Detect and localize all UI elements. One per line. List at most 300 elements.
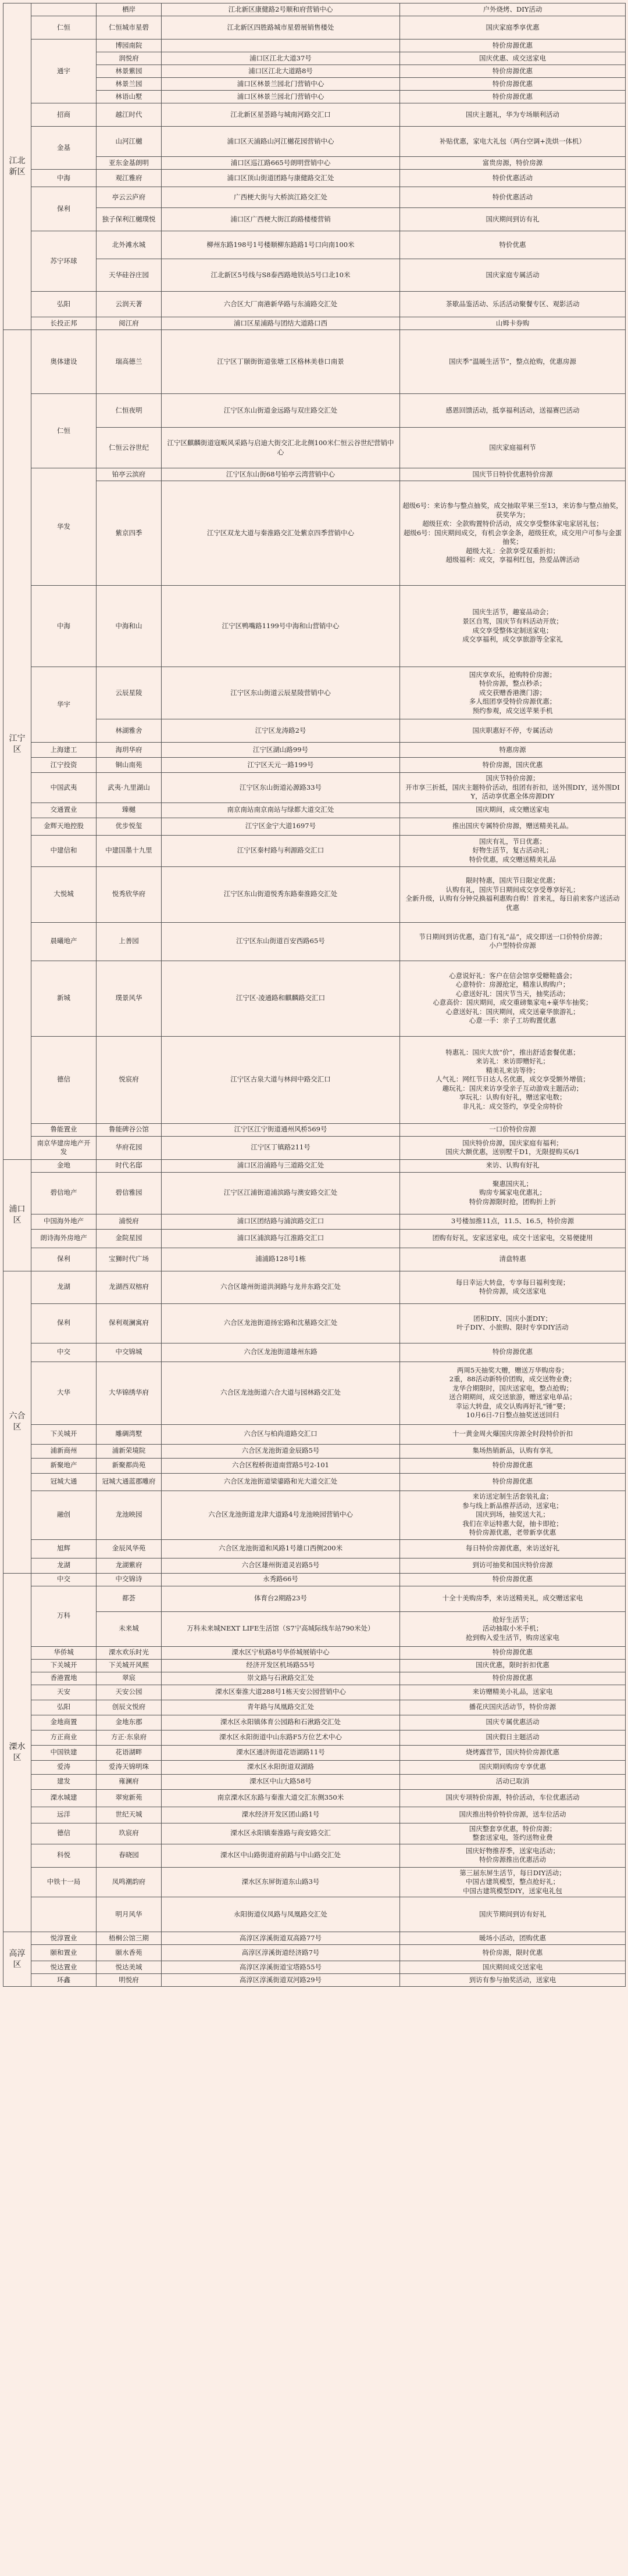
table-row <box>3 1558 626 1573</box>
developer-cell: 下关城开 <box>31 1424 97 1444</box>
promotion-line: 国庆享欢乐，抢购特价房源； <box>469 670 556 679</box>
location-cell: 溧水区通济街道花语湖路11号 <box>162 1745 400 1760</box>
project-name-cell: 臻樾 <box>97 802 162 818</box>
project-name-cell: 雕碉湾墅 <box>97 1424 162 1444</box>
location-cell: 江宁区东山街道云辰星陵营销中心 <box>162 667 400 719</box>
table-row <box>3 259 626 292</box>
developer-cell: 香港置地 <box>31 1672 97 1685</box>
location-cell: 溧水经济开发区团山路1号 <box>162 1807 400 1823</box>
promotion-cell: 3号楼加推11点，11.5、16.5，特价房源 <box>400 1214 626 1229</box>
promotion-line: 国庆有礼，节日优惠； <box>479 837 546 845</box>
developer-cell: 浦新商州 <box>31 1444 97 1458</box>
location-cell: 六合区龙池街道和风路1号雄口西侧200米 <box>162 1539 400 1558</box>
promotion-line: 来访礼：来访即赠好礼； <box>476 1057 550 1066</box>
developer-cell: 旭辉 <box>31 1539 97 1558</box>
table-row <box>3 428 626 468</box>
location-cell: 六合区雄州街道洪洞路与龙井东路交汇处 <box>162 1271 400 1303</box>
promotion-cell <box>400 1172 626 1214</box>
developer-cell: 金基 <box>31 127 97 170</box>
project-name-cell: 都荟 <box>97 1586 162 1611</box>
table-row <box>3 835 626 866</box>
project-name-cell: 中建国墨十九里 <box>97 835 162 866</box>
table-row <box>3 1036 626 1123</box>
project-name-cell: 天安公园 <box>97 1685 162 1700</box>
table-row <box>3 1730 626 1745</box>
promotion-cell: 特价房源优惠 <box>400 78 626 91</box>
location-cell: 浦口区林景兰园北门营销中心 <box>162 78 400 91</box>
project-name-cell: 润悦府 <box>97 52 162 65</box>
promotion-line: 心意特价：房源抢定，精准认购购户； <box>455 980 570 989</box>
developer-cell: 华宇 <box>31 667 97 743</box>
table-row <box>3 961 626 1036</box>
table-row <box>3 1458 626 1473</box>
promotion-cell <box>400 1136 626 1159</box>
project-name-cell: 林湖雅舍 <box>97 719 162 743</box>
promotion-cell <box>400 1271 626 1303</box>
table-row <box>3 1844 626 1867</box>
promotion-line: 叶子DIY、小旅购、限时专享DIY活动 <box>456 1323 569 1332</box>
location-cell: 六合区龙池街道龙津大道路4号龙池映园营销中心 <box>162 1491 400 1539</box>
developer-cell: 溧水城建 <box>31 1789 97 1807</box>
project-name-cell: 璞景风华 <box>97 961 162 1036</box>
table-row <box>3 3 626 16</box>
promotion-line: 特价优惠，成交赠送精美礼品 <box>469 855 556 864</box>
promotion-cell: 到访可抽奖和国庆特价房源 <box>400 1558 626 1573</box>
promotion-line: 心意说好礼：客户在信会馆享受糖鞋盛会； <box>449 971 576 980</box>
project-name-cell: 冠城大通蓝郡雕府 <box>97 1473 162 1491</box>
table-row <box>3 65 626 78</box>
location-cell: 青年路与凤凰路交汇处 <box>162 1700 400 1715</box>
project-name-cell: 天华硅谷庄园 <box>97 259 162 292</box>
promotion-cell <box>400 922 626 961</box>
project-name-cell: 碧信雅园 <box>97 1172 162 1214</box>
promotion-line: 小户型特价房源 <box>489 941 536 950</box>
table-row <box>3 1573 626 1586</box>
developer-cell: 上海建工 <box>31 743 97 758</box>
table-row <box>3 922 626 961</box>
promotion-line: 多人组团享受特价房源优惠； <box>469 697 556 706</box>
table-row <box>3 292 626 317</box>
district-cell: 溧水区 <box>3 1573 31 1932</box>
developer-cell: 融创 <box>31 1491 97 1539</box>
promotion-line: 国庆好物推荐季，送家电活动； <box>466 1846 559 1855</box>
table-row <box>3 16 626 40</box>
table-row <box>3 1789 626 1807</box>
location-cell: 江宁区江宁街道通州风桥569号 <box>162 1123 400 1136</box>
promotion-line: 活动抽取小米手机； <box>482 1624 543 1633</box>
district-cell: 江北新区 <box>3 3 31 330</box>
table-row <box>3 1136 626 1159</box>
location-cell: 崇文路与石湫路交汇处 <box>162 1672 400 1685</box>
table-row <box>3 1303 626 1343</box>
table-row <box>3 1945 626 1961</box>
developer-cell: 招商 <box>31 103 97 127</box>
promotion-line: 特价房源优惠，老带新享优惠 <box>469 1528 556 1537</box>
promotion-cell: 活动已取消 <box>400 1774 626 1789</box>
district-cell: 六合区 <box>3 1271 31 1573</box>
promotion-cell: 特价房源，国庆优惠 <box>400 758 626 773</box>
table-row <box>3 586 626 667</box>
location-cell: 江宁区江浦街道浦滨路与澳安路交汇处 <box>162 1172 400 1214</box>
location-cell: 溧水区中山路街道府前路与中山路交汇处 <box>162 1844 400 1867</box>
developer-cell: 金地 <box>31 1159 97 1172</box>
promotion-cell <box>400 1823 626 1844</box>
promotion-line: 购房专属家电优惠礼； <box>479 1188 546 1197</box>
location-cell: 浦口区林景兰园北门营销中心 <box>162 91 400 103</box>
developer-cell: 中国铁建 <box>31 1745 97 1760</box>
project-name-cell: 未来城 <box>97 1611 162 1646</box>
promotion-cell: 特价房源，限时优惠 <box>400 1945 626 1961</box>
project-name-cell: 翠宸 <box>97 1672 162 1685</box>
table-row <box>3 103 626 127</box>
developer-cell: 仁恒 <box>31 394 97 468</box>
developer-cell: 金辉天地控股 <box>31 818 97 835</box>
project-name-cell: 武夷·九里湖山 <box>97 773 162 803</box>
project-name-cell: 山河江樾 <box>97 127 162 157</box>
table-row <box>3 52 626 65</box>
table-row <box>3 481 626 586</box>
promotion-cell: 国庆主题礼，华为专场顺利活动 <box>400 103 626 127</box>
location-cell: 溧水区永阳镇体育公园路和石湫路交汇处 <box>162 1715 400 1730</box>
table-row <box>3 1932 626 1945</box>
developer-cell: 中交 <box>31 1343 97 1362</box>
developer-cell: 中海 <box>31 170 97 187</box>
project-name-cell: 金地东郡 <box>97 1715 162 1730</box>
promotion-cell: 国庆优惠，限时折扣优惠 <box>400 1659 626 1672</box>
table-row <box>3 1611 626 1646</box>
project-name-cell: 博园南院 <box>97 40 162 52</box>
promotion-line: 全新升级，认购有分钟兑换福利惠购自购！首来礼，每日前来客户送活动优惠 <box>405 894 620 912</box>
promotion-cell: 国庆期间购房专享优惠 <box>400 1760 626 1774</box>
project-name-cell: 鲁能碑谷公馆 <box>97 1123 162 1136</box>
promotion-cell: 特价优惠 <box>400 231 626 259</box>
promotion-line: 心意高价：国庆期间，成交重磅集家电+豪华车抽奖； <box>433 998 593 1007</box>
project-name-cell: 金院星园 <box>97 1229 162 1248</box>
promotion-line: 成交享受整体定制送家电； <box>472 626 553 635</box>
project-name-cell: 春晓园 <box>97 1844 162 1867</box>
project-name-cell: 林景兰园 <box>97 78 162 91</box>
promotion-cell: 国庆期间，成交赠送家电 <box>400 802 626 818</box>
promotion-cell: 国庆职惠好不停，专属活动 <box>400 719 626 743</box>
developer-cell: 德信 <box>31 1823 97 1844</box>
location-cell: 江宁区麒麟街道寇畈风采路与启迪大街交汇北北侧100米仁恒云谷世纪营销中心 <box>162 428 400 468</box>
location-cell: 江宁区东山街道金远路与双庄路交汇处 <box>162 394 400 428</box>
promotion-cell: 特价优惠活动 <box>400 170 626 187</box>
promotion-line: 景区自驾，国庆节有料活动开放； <box>462 617 563 625</box>
project-name-cell: 栖岸 <box>97 3 162 16</box>
location-cell: 柳州东路198号1号楼顺柳东路路1号口向南100米 <box>162 231 400 259</box>
table-row <box>3 208 626 231</box>
promotion-line: 超级狂欢：全款购置特价活动，成交享受整体家电家居礼包； <box>422 520 603 528</box>
project-name-cell: 瑞高德兰 <box>97 330 162 394</box>
developer-cell: 弘阳 <box>31 292 97 317</box>
table-row <box>3 818 626 835</box>
developer-cell: 朗诗海外房地产 <box>31 1229 97 1248</box>
location-cell: 江宁区鸭嘴路1199号中海和山营销中心 <box>162 586 400 667</box>
project-name-cell: 悦达美域 <box>97 1961 162 1974</box>
promotion-cell: 特价房源优惠 <box>400 1458 626 1473</box>
developer-cell: 新聚地产 <box>31 1458 97 1473</box>
developer-cell: 鲁能置业 <box>31 1123 97 1136</box>
project-name-cell: 中交锦城 <box>97 1343 162 1362</box>
promotion-line: 心意一手：亲子工坊购置优惠 <box>469 1016 556 1025</box>
project-name-cell: 爱涛天锦明珠 <box>97 1760 162 1774</box>
promotion-line: 抢好生活节； <box>493 1615 533 1624</box>
promotion-cell: 特价房源优惠 <box>400 1646 626 1659</box>
table-row <box>3 743 626 758</box>
developer-cell: 万科 <box>31 1586 97 1646</box>
table-row <box>3 1745 626 1760</box>
location-cell: 高淳区淳溪街道双河路29号 <box>162 1974 400 1987</box>
developer-cell: 大悦城 <box>31 866 97 922</box>
developer-cell: 碧信地产 <box>31 1172 97 1214</box>
location-cell: 六合区与柏尚道路交汇口 <box>162 1424 400 1444</box>
developer-cell: 中国武夷 <box>31 773 97 803</box>
promotion-line: 抢到购入爱生活节，购房送家电 <box>466 1633 559 1642</box>
developer-cell: 天安 <box>31 1685 97 1700</box>
promotion-cell: 感恩回馈活动，抵享福利活动，送福赛巴活动 <box>400 394 626 428</box>
table-row <box>3 773 626 803</box>
promotion-line: 聚惠国庆礼； <box>493 1179 533 1188</box>
developer-cell: 中国海外地产 <box>31 1214 97 1229</box>
table-row <box>3 1343 626 1362</box>
location-cell: 浦口区巡江路665号朗明营销中心 <box>162 157 400 170</box>
promotion-cell <box>400 1844 626 1867</box>
table-row <box>3 1715 626 1730</box>
project-name-cell: 大华锦绣华府 <box>97 1362 162 1424</box>
location-cell: 江北新区康健路2号顺和府营销中心 <box>162 3 400 16</box>
location-cell: 浦口区江北大道路8号 <box>162 65 400 78</box>
promotion-cell: 来访、认购有好礼 <box>400 1159 626 1172</box>
project-name-cell: 溧水欢乐时光 <box>97 1646 162 1659</box>
location-cell: 永秀路66号 <box>162 1573 400 1586</box>
promotion-cell <box>400 1303 626 1343</box>
promotion-cell: 播花庆国庆活动节，特价房源 <box>400 1700 626 1715</box>
table-row <box>3 1491 626 1539</box>
promotion-cell <box>400 866 626 922</box>
promotion-cell: 户外烧烤、DIY活动 <box>400 3 626 16</box>
table-row <box>3 1248 626 1271</box>
developer-cell: 中铁十一局 <box>31 1867 97 1897</box>
developer-cell: 建发 <box>31 1774 97 1789</box>
developer-cell: 德信 <box>31 1036 97 1123</box>
project-name-cell: 花语湖畔 <box>97 1745 162 1760</box>
location-cell: 浦口区广西梗大街江韵路楼楼营销 <box>162 208 400 231</box>
table-row <box>3 40 626 52</box>
location-cell <box>162 40 400 52</box>
promotion-cell: 十一黄金周火爆国庆房源全时段特价折扣 <box>400 1424 626 1444</box>
promotion-cell: 国庆家庭专属活动 <box>400 259 626 292</box>
project-name-cell: 亭云云庐府 <box>97 187 162 208</box>
promotion-cell: 特价房源优惠 <box>400 1473 626 1491</box>
promotion-line: 中国古建筑模型DIY，送家电礼包 <box>463 1886 562 1895</box>
promotion-cell: 特价房源优惠 <box>400 65 626 78</box>
location-cell: 溧水区东屏街道东山路3号 <box>162 1867 400 1897</box>
project-name-cell: 龙湖紫府 <box>97 1558 162 1573</box>
promotion-line: 好物生活节，复古活动礼； <box>472 846 553 855</box>
table-row <box>3 1159 626 1172</box>
promotion-cell: 每日特价房源优惠，来访送好礼 <box>400 1539 626 1558</box>
promotion-line: 成交获赠香港澳门游； <box>479 688 546 697</box>
promotion-line: 超级6号：国庆期间成交，有机会享金条，超级狂欢，成交用户可参与金蛋抽奖； <box>403 528 622 546</box>
developer-cell <box>31 1897 97 1932</box>
promotion-cell: 国庆优惠、成交送家电 <box>400 52 626 65</box>
promotion-cell <box>400 835 626 866</box>
developer-cell: 南京华建房地产开发 <box>31 1136 97 1159</box>
developer-cell: 下关城开 <box>31 1659 97 1672</box>
promotion-cell <box>400 586 626 667</box>
project-name-cell: 世纪天城 <box>97 1807 162 1823</box>
promotion-cell: 富贵房源，特价房源 <box>400 157 626 170</box>
project-name-cell: 悦宸府 <box>97 1036 162 1123</box>
location-cell: 浦口区天浦路山河江樾花园营销中心 <box>162 127 400 157</box>
table-row <box>3 91 626 103</box>
promotion-line: 每日幸运大转盘，专享每日福利变现； <box>455 1278 570 1287</box>
location-cell: 江宁区东山街道百安西路65号 <box>162 922 400 961</box>
developer-cell: 弘阳 <box>31 1700 97 1715</box>
location-cell: 南京南站南京南站与绿都大道交汇处 <box>162 802 400 818</box>
promotion-cell: 补贴优惠，家电大礼包（两台空调+洗烘一体机） <box>400 127 626 157</box>
promotion-line: 趣玩礼：国庆来访享受亲子互动游戏主题活动； <box>442 1084 583 1092</box>
table-row <box>3 1539 626 1558</box>
table-row <box>3 1685 626 1700</box>
table-row <box>3 802 626 818</box>
location-cell: 江宁区丁镇路211号 <box>162 1136 400 1159</box>
table-row <box>3 1444 626 1458</box>
promotion-cell: 国庆专属优惠活动 <box>400 1715 626 1730</box>
promotion-table-body <box>3 3 626 1987</box>
project-name-cell: 方正·东泉府 <box>97 1730 162 1745</box>
location-cell: 南京溧水区东路与秦淮大道交汇东侧350米 <box>162 1789 400 1807</box>
project-name-cell: 林语山墅 <box>97 91 162 103</box>
promotion-line: 超级福利：成交，享福利红包，热爱品牌活动 <box>445 556 580 564</box>
project-name-cell: 新聚都尚苑 <box>97 1458 162 1473</box>
project-name-cell: 紫京四季 <box>97 481 162 586</box>
location-cell: 浦口区星浦路与团结大道路口西 <box>162 317 400 330</box>
table-row <box>3 1760 626 1774</box>
district-cell: 江宁区 <box>3 330 31 1160</box>
promotion-line: 超级大礼：全款享受双重折扣； <box>466 546 559 555</box>
developer-cell: 环鑫 <box>31 1974 97 1987</box>
project-name-cell: 创辰文悦府 <box>97 1700 162 1715</box>
promotion-line: 来访送定制生活套装礼盒； <box>472 1492 553 1501</box>
table-row <box>3 127 626 157</box>
table-row <box>3 667 626 719</box>
location-cell: 溧水区中山大路58号 <box>162 1774 400 1789</box>
developer-cell: 苏宁环球 <box>31 231 97 292</box>
promotion-line: 第三届东屏生活节，每日DIY活动； <box>459 1868 566 1877</box>
project-name-cell: 中海和山 <box>97 586 162 667</box>
promotion-line: 特价房源限时抢，团购折上折 <box>469 1197 556 1206</box>
promotion-cell: 十全十美购房季，来访送精美礼，成交赠送家电 <box>400 1586 626 1611</box>
promotion-line: 心意送好礼：国庆节当天，抽奖活动； <box>455 989 570 998</box>
developer-cell: 中建信和 <box>31 835 97 866</box>
location-cell: 体育台2期路23号 <box>162 1586 400 1611</box>
promotion-cell: 山姆卡券购 <box>400 317 626 330</box>
promotion-line: 国庆大额优惠，送别墅千D1，无限提购买6/1 <box>445 1148 580 1156</box>
developer-cell <box>31 3 97 16</box>
table-row <box>3 1867 626 1897</box>
project-name-cell: 越江时代 <box>97 103 162 127</box>
promotion-line: 特价房源推出优惠活动 <box>479 1855 546 1864</box>
project-name-cell: 上善园 <box>97 922 162 961</box>
project-name-cell: 仁恒夜明 <box>97 394 162 428</box>
location-cell: 六合区雄州街道灵岩路5号 <box>162 1558 400 1573</box>
promotion-cell: 清盘特惠 <box>400 1248 626 1271</box>
project-name-cell: 阅江府 <box>97 317 162 330</box>
table-row <box>3 317 626 330</box>
promotion-cell: 特价房源优惠 <box>400 40 626 52</box>
location-cell: 万科未来城NEXT LIFE生活馆（S7宁高城际线车站790米处） <box>162 1611 400 1646</box>
promotion-cell <box>400 667 626 719</box>
location-cell: 永阳街道仪凤路与凤凰路交汇处 <box>162 1897 400 1932</box>
developer-cell: 晨曦地产 <box>31 922 97 961</box>
developer-cell: 金地商置 <box>31 1715 97 1730</box>
promotion-line: 人气礼：网红节日达人名优惠，成交享受额外增值； <box>436 1075 590 1084</box>
table-row <box>3 1823 626 1844</box>
project-name-cell: 宝狮时代广场 <box>97 1248 162 1271</box>
developer-cell: 龙湖 <box>31 1558 97 1573</box>
developer-cell: 通宇 <box>31 40 97 103</box>
table-row <box>3 1646 626 1659</box>
location-cell: 六合区程桥街道南营路5号2-101 <box>162 1458 400 1473</box>
location-cell: 江宁区天元一路199号 <box>162 758 400 773</box>
project-name-cell: 悦秀欣华府 <box>97 866 162 922</box>
project-name-cell: 仁恒云谷世纪 <box>97 428 162 468</box>
promotion-cell: 国庆季“温暖生活节”，整点抢购，优惠房源 <box>400 330 626 394</box>
location-cell: 高淳区淳溪街道宝塔路55号 <box>162 1961 400 1974</box>
table-row <box>3 1807 626 1823</box>
project-name-cell: 优步悦玺 <box>97 818 162 835</box>
project-name-cell: 时代名邸 <box>97 1159 162 1172</box>
promotion-cell: 国庆家庭季享优惠 <box>400 16 626 40</box>
project-name-cell: 云润天著 <box>97 292 162 317</box>
location-cell: 六合区龙池街道雄州东路 <box>162 1343 400 1362</box>
project-name-cell: 金辰风华苑 <box>97 1539 162 1558</box>
location-cell: 浦口区团结路与浦滨路交汇口 <box>162 1214 400 1229</box>
project-name-cell: 仁恒城市星碧 <box>97 16 162 40</box>
table-row <box>3 78 626 91</box>
promotion-line: 特价房源，整点秒杀； <box>479 679 546 688</box>
location-cell: 江宁区东山街道沁源路33号 <box>162 773 400 803</box>
location-cell: 江宁区·凌通路和麒麟路交汇口 <box>162 961 400 1036</box>
location-cell: 溧水区永阳街道中山东路F5方位艺术中心 <box>162 1730 400 1745</box>
developer-cell: 仁恒 <box>31 16 97 40</box>
location-cell: 浦口区沿浦路与三道路交汇处 <box>162 1159 400 1172</box>
project-name-cell: 雍澜府 <box>97 1774 162 1789</box>
location-cell: 浦口区浦滨路与江淮路交汇口 <box>162 1229 400 1248</box>
location-cell: 浦浦路128号1栋 <box>162 1248 400 1271</box>
promotion-cell: 国庆期间成交送家电 <box>400 1961 626 1974</box>
promotion-cell: 特价房源优惠 <box>400 1343 626 1362</box>
promotion-cell <box>400 773 626 803</box>
promotion-line: 团积DIY、国庆小蛋DIY； <box>473 1314 552 1323</box>
project-name-cell: 玖宸府 <box>97 1823 162 1844</box>
developer-cell: 爱涛 <box>31 1760 97 1774</box>
developer-cell: 中海 <box>31 586 97 667</box>
location-cell: 六合区龙池街道六合大道与园林路交汇处 <box>162 1362 400 1424</box>
developer-cell: 悦淳置业 <box>31 1932 97 1945</box>
location-cell: 溧水区宁杭路8号华侨城展销中心 <box>162 1646 400 1659</box>
table-row <box>3 394 626 428</box>
promotion-cell: 国庆节期间到访有好礼 <box>400 1897 626 1932</box>
table-row <box>3 1961 626 1974</box>
table-row <box>3 1774 626 1789</box>
promotion-line: 中国古建筑模型，整点抢好礼； <box>466 1878 559 1886</box>
developer-cell: 悦达置业 <box>31 1961 97 1974</box>
promotion-line: 2重，88活动新特价团购，成交送物业费； <box>449 1375 576 1384</box>
developer-cell: 长投正邦 <box>31 317 97 330</box>
